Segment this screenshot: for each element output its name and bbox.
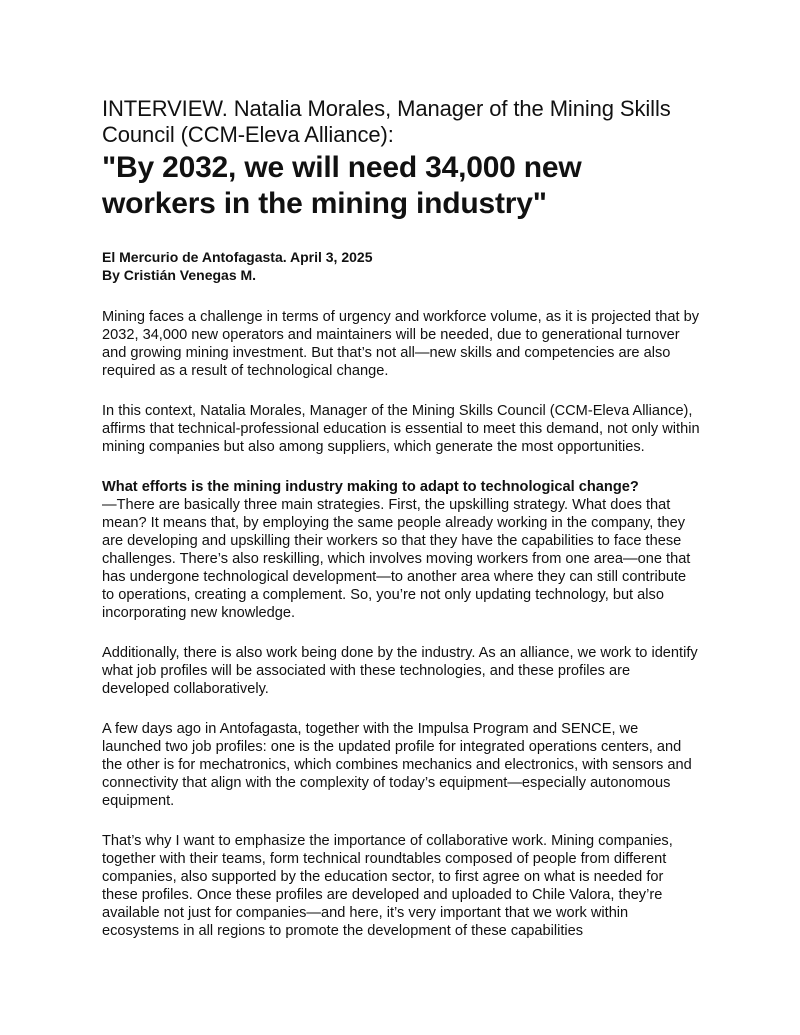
interview-answer: —There are basically three main strategies. First, the upskilling strategy. What does that mean? It means that, by employing the same people already working in the company, they are developing and upskilling their workers so that they have the capabilities to face these challenges. There’s also reskilling, which involves moving workers from one area—one that has undergone technological development—to another area where they can still contribute to operations, creating a complement. So, you’re not only updating technology, but also incorporating new knowledge. xyxy=(102,497,691,621)
paragraph: Additionally, there is also work being done by the industry. As an alliance, we work to identify what job profiles will be associated with these technologies, and these profiles are developed collaboratively. xyxy=(102,645,698,697)
paragraph: That’s why I want to emphasize the importance of collaborative work. Mining companies, together with their teams, form technical roundtables composed of people from different companies, also supported by the education sector, to first agree on what is needed for these profiles. Once these profiles are developed and uploaded to Chile Valora, they’re available not just for companies—and here, it’s very important that we work within ecosystems in all regions to promote the development of these capabilities xyxy=(102,833,673,939)
article-byline: By Cristián Venegas M. xyxy=(102,267,257,283)
article-headline: "By 2032, we will need 34,000 new workers in the mining industry" xyxy=(102,151,582,220)
article-meta xyxy=(102,248,700,284)
paragraph: Mining faces a challenge in terms of urgency and workforce volume, as it is projected that by 2032, 34,000 new operators and maintainers will be needed, due to generational turnover and growing mining investment. But that’s not all—new skills and competencies are also required as a result of technological change. xyxy=(102,309,700,379)
paragraph: A few days ago in Antofagasta, together with the Impulsa Program and SENCE, we launched two job profiles: one is the updated profile for integrated operations centers, and the other is for mechatronics, which combines mechanics and electronics, with sensors and connectivity that align with the complexity of today’s equipment—especially autonomous equipment. xyxy=(102,721,692,809)
qa-block xyxy=(102,478,700,622)
paragraph: In this context, Natalia Morales, Manager of the Mining Skills Council (CCM-Eleva Alliance), affirms that technical-professional education is essential to meet this demand, not only within mining companies but also among suppliers, which generate the most opportunities. xyxy=(102,403,700,455)
interview-question: What efforts is the mining industry making to adapt to technological change? xyxy=(102,479,639,495)
article-kicker: INTERVIEW. Natalia Morales, Manager of the Mining Skills Council (CCM-Eleva Alliance): xyxy=(102,96,671,147)
article-source: El Mercurio de Antofagasta. April 3, 2025 xyxy=(102,249,373,265)
